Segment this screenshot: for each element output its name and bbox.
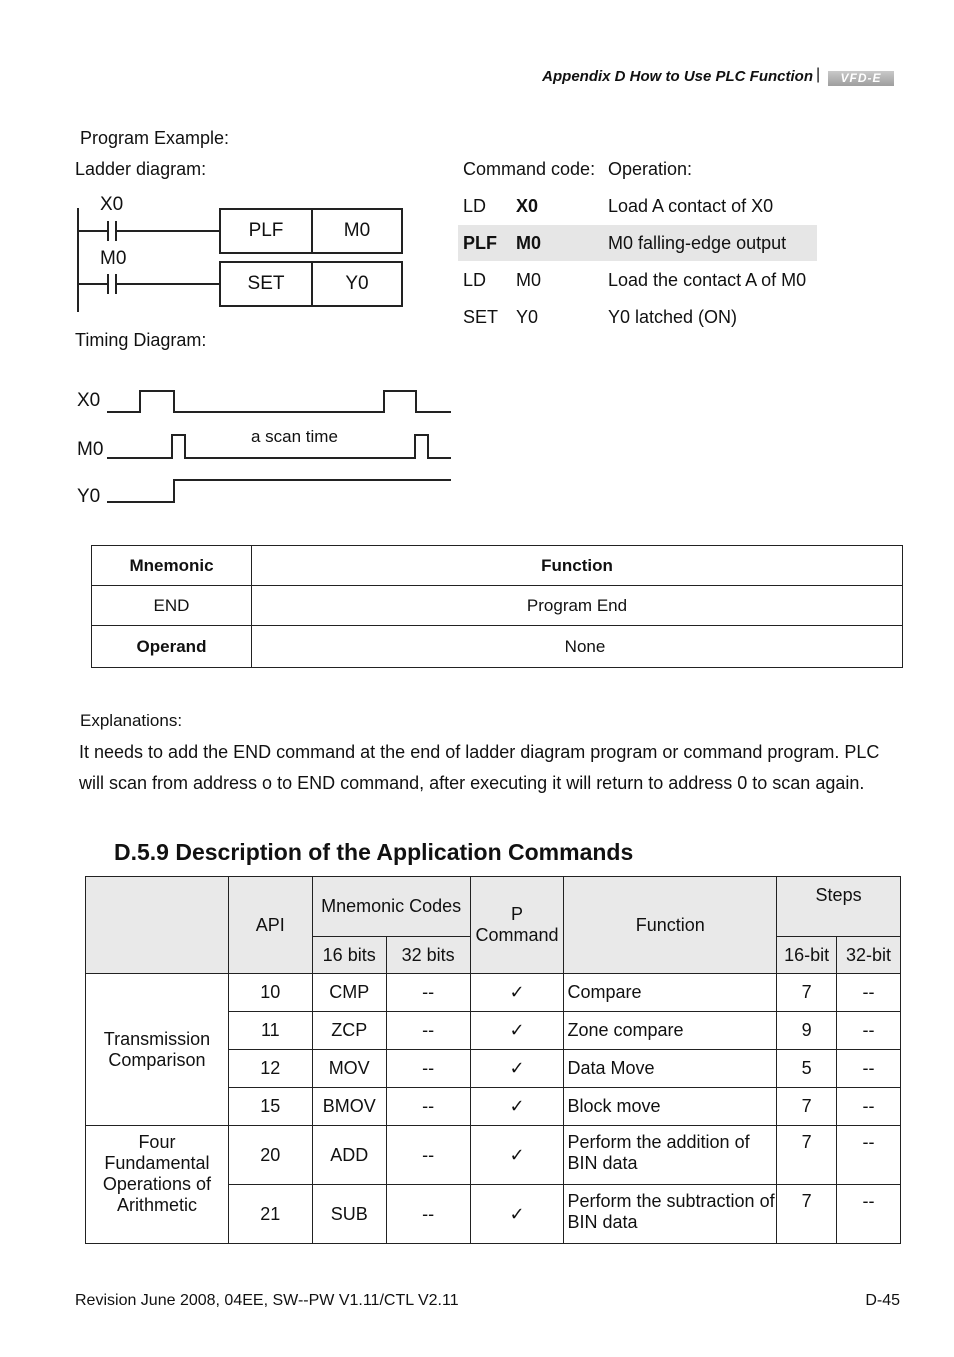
table-row (86, 974, 901, 1012)
command-operation: M0 falling-edge output (608, 233, 787, 253)
table-row (86, 1126, 901, 1185)
footer-revision: Revision June 2008, 04EE, SW--PW V1.11/CTL V2.11 (75, 1292, 459, 1309)
steps-16-cell: 7 (777, 974, 837, 1012)
function-cell: Perform the subtraction of BIN data (564, 1185, 777, 1244)
steps-32-cell: -- (837, 1050, 901, 1088)
mnemonic-16-cell: BMOV (312, 1088, 386, 1126)
operation-label: Operation: (608, 159, 693, 179)
command-code-label: Command code: (463, 159, 596, 179)
header-mnemonic-codes: Mnemonic Codes (312, 877, 470, 937)
mnemonic-32-cell: -- (386, 1088, 470, 1126)
mnemonic-16-cell: MOV (312, 1050, 386, 1088)
header-steps: Steps (777, 877, 901, 937)
header-16-bits: 16 bits (312, 937, 386, 974)
mnemonic-32-cell: -- (386, 974, 470, 1012)
scan-time-annotation: a scan time (251, 427, 338, 446)
p-command-check: ✓ (470, 1050, 564, 1088)
steps-32-cell: -- (837, 974, 901, 1012)
command-operand: X0 (516, 196, 539, 216)
command-operation: Load A contact of X0 (608, 196, 774, 216)
mnemonic-32-cell: -- (386, 1126, 470, 1185)
ladder-contact-m0: M0 (100, 248, 127, 269)
steps-32-cell: -- (837, 1185, 901, 1244)
command-operation: Load the contact A of M0 (608, 270, 807, 290)
program-example-label: Program Example: (80, 128, 230, 148)
function-cell: Perform the addition of BIN data (564, 1126, 777, 1185)
end-mnemonic: END (92, 586, 252, 626)
mnemonic-16-cell: ZCP (312, 1012, 386, 1050)
api-cell: 10 (228, 974, 312, 1012)
timing-signal-x0: X0 (77, 390, 101, 411)
header-32-bit-steps: 32-bit (837, 937, 901, 974)
mnemonic-32-cell: -- (386, 1185, 470, 1244)
mnemonic-16-cell: ADD (312, 1126, 386, 1185)
mnemonic-16-cell: CMP (312, 974, 386, 1012)
ladder-y0-operand-box: Y0 (311, 261, 403, 307)
header-function: Function (252, 546, 903, 586)
ladder-set-box: SET (219, 261, 313, 307)
api-cell: 12 (228, 1050, 312, 1088)
application-commands-table (85, 876, 901, 1244)
command-row (458, 262, 817, 298)
header-16-bit-steps: 16-bit (777, 937, 837, 974)
p-command-check: ✓ (470, 1012, 564, 1050)
section-title: D.5.9 Description of the Application Commands (114, 839, 634, 865)
api-cell: 11 (228, 1012, 312, 1050)
function-cell: Block move (564, 1088, 777, 1126)
command-row (458, 188, 817, 224)
timing-signal-m0: M0 (77, 439, 104, 460)
mnemonic-32-cell: -- (386, 1050, 470, 1088)
header-category (86, 877, 229, 974)
category-arithmetic: Four Fundamental Operations of Arithmetic (86, 1126, 229, 1244)
p-command-check: ✓ (470, 1088, 564, 1126)
header-mnemonic: Mnemonic (92, 546, 252, 586)
steps-32-cell: -- (837, 1088, 901, 1126)
ladder-contact-x0: X0 (100, 194, 124, 215)
header-32-bits: 32 bits (386, 937, 470, 974)
header-title: Appendix D How to Use PLC Function (542, 68, 813, 85)
header-separator: | (816, 66, 821, 83)
steps-16-cell: 7 (777, 1126, 837, 1185)
explanations-label: Explanations: (80, 711, 183, 730)
timing-diagram (100, 380, 460, 510)
api-cell: 15 (228, 1088, 312, 1126)
command-operation: Y0 latched (ON) (608, 307, 738, 327)
timing-signal-y0: Y0 (77, 486, 101, 507)
end-command-table (91, 545, 903, 668)
steps-16-cell: 7 (777, 1088, 837, 1126)
category-transmission-comparison: Transmission Comparison (86, 974, 229, 1126)
explanations-line-1: It needs to add the END command at the end of ladder diagram program or command program. PLC (79, 742, 880, 762)
api-cell: 20 (228, 1126, 312, 1185)
api-cell: 21 (228, 1185, 312, 1244)
function-cell: Zone compare (564, 1012, 777, 1050)
p-command-check: ✓ (470, 1185, 564, 1244)
operand-label: Operand (92, 626, 252, 668)
footer-page-number: D-45 (865, 1292, 900, 1309)
timing-diagram-label: Timing Diagram: (75, 330, 207, 350)
steps-16-cell: 9 (777, 1012, 837, 1050)
command-row-highlighted (458, 225, 817, 261)
end-function: Program End (252, 586, 903, 626)
ladder-m0-operand-box: M0 (311, 208, 403, 254)
header-p-command: P Command (470, 877, 564, 974)
function-cell: Compare (564, 974, 777, 1012)
command-code: LD (463, 270, 487, 290)
command-code: SET (463, 307, 499, 327)
steps-16-cell: 5 (777, 1050, 837, 1088)
command-code: LD (463, 196, 487, 216)
p-command-check: ✓ (470, 1126, 564, 1185)
command-operand: M0 (516, 270, 542, 290)
vfd-e-logo: VFD-E (828, 71, 894, 86)
steps-16-cell: 7 (777, 1185, 837, 1244)
p-command-check: ✓ (470, 974, 564, 1012)
steps-32-cell: -- (837, 1126, 901, 1185)
mnemonic-16-cell: SUB (312, 1185, 386, 1244)
ladder-plf-box: PLF (219, 208, 313, 254)
mnemonic-32-cell: -- (386, 1012, 470, 1050)
command-operand: M0 (516, 233, 542, 253)
command-row (458, 299, 817, 335)
header-api: API (228, 877, 312, 974)
header-function: Function (564, 877, 777, 974)
command-operand: Y0 (516, 307, 539, 327)
steps-32-cell: -- (837, 1012, 901, 1050)
command-code: PLF (463, 233, 497, 253)
explanations-line-2: will scan from address o to END command, after executing it will return to address 0 to scan again. (79, 773, 865, 793)
ladder-diagram-label: Ladder diagram: (75, 159, 207, 179)
operand-value: None (252, 626, 903, 668)
function-cell: Data Move (564, 1050, 777, 1088)
